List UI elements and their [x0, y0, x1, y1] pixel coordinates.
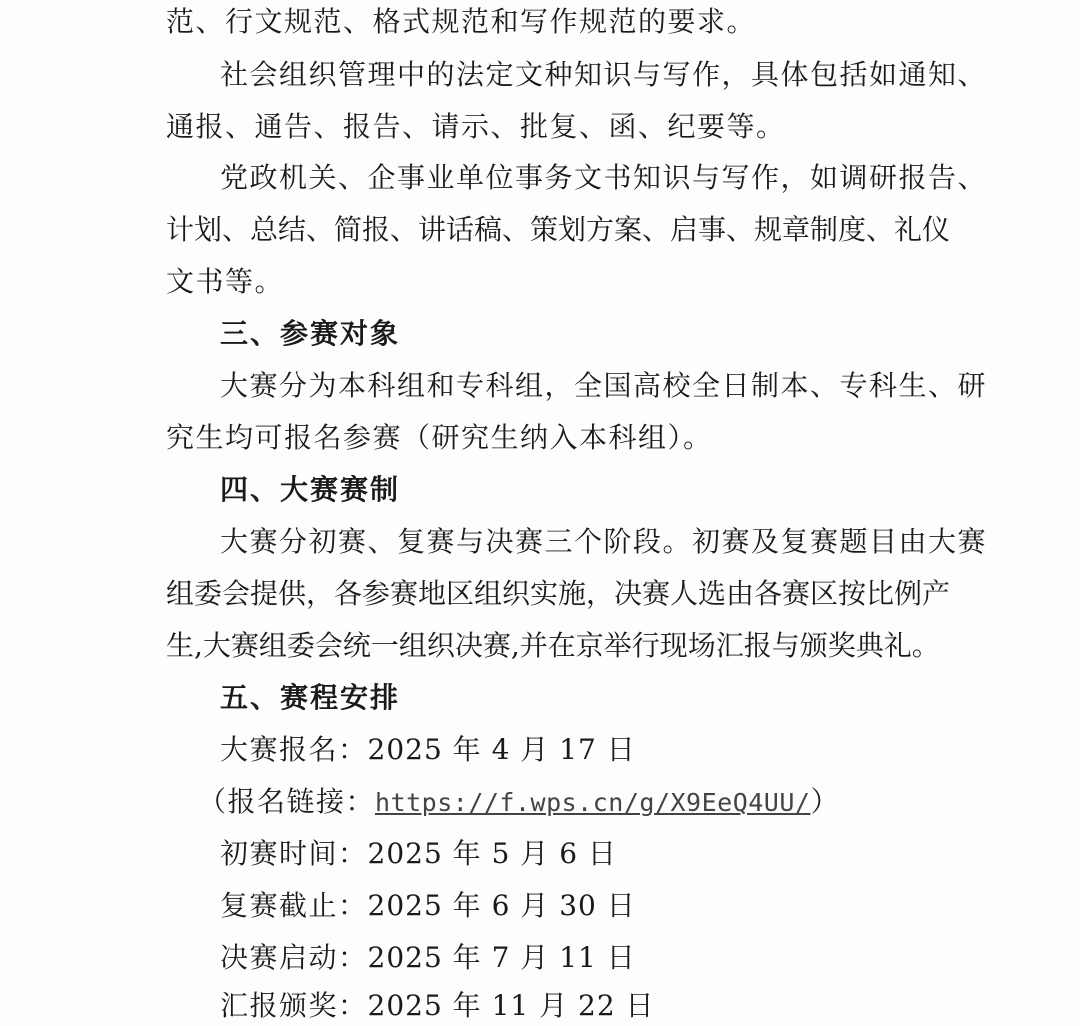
section-heading: 五、赛程安排 [220, 681, 401, 714]
schedule-date: 2025 年 6 月 30 日 [367, 889, 636, 922]
schedule-label: 初赛时间： [220, 837, 368, 870]
paragraph-line: 社会组织管理中的法定文种知识与写作，具体包括如通知、 [220, 58, 988, 91]
paragraph-line: 组委会提供，各参赛地区组织实施，决赛人选由各赛区按比例产 [166, 577, 951, 610]
link-prefix: （报名链接： [198, 785, 376, 818]
schedule-item-registration [220, 730, 636, 770]
schedule-date: 2025 年 7 月 11 日 [367, 941, 636, 974]
section-heading: 三、参赛对象 [220, 317, 401, 350]
paragraph-line: 生,大赛组委会统一组织决赛,并在京举行现场汇报与颁奖典礼。 [166, 629, 940, 662]
link-suffix: ） [810, 785, 840, 818]
schedule-item-semifinal [220, 886, 636, 926]
schedule-label: 决赛启动： [220, 941, 368, 974]
paragraph-line: 通报、通告、报告、请示、批复、函、纪要等。 [166, 110, 786, 143]
schedule-date: 2025 年 11 月 22 日 [367, 989, 655, 1022]
paragraph-line: 究生均可报名参赛（研究生纳入本科组）。 [166, 421, 713, 454]
paragraph-line: 计划、总结、简报、讲话稿、策划方案、启事、规章制度、礼仪 [166, 213, 951, 246]
schedule-label: 汇报颁奖： [220, 989, 368, 1022]
paragraph-line: 大赛分初赛、复赛与决赛三个阶段。初赛及复赛题目由大赛 [220, 525, 988, 558]
section-heading: 四、大赛赛制 [220, 473, 401, 506]
schedule-label: 复赛截止： [220, 889, 368, 922]
paragraph-line: 党政机关、企事业单位事务文书知识与写作，如调研报告、 [220, 161, 988, 194]
schedule-item-award [220, 986, 655, 1026]
paragraph-line: 文书等。 [166, 265, 285, 298]
registration-link[interactable]: https://f.wps.cn/g/X9EeQ4UU/ [375, 788, 811, 817]
schedule-label: 大赛报名： [220, 733, 368, 766]
registration-link-line [198, 782, 840, 823]
schedule-date: 2025 年 5 月 6 日 [367, 837, 617, 870]
schedule-item-prelim [220, 834, 617, 874]
paragraph-line: 范、行文规范、格式规范和写作规范的要求。 [166, 5, 757, 38]
paragraph-line: 大赛分为本科组和专科组，全国高校全日制本、专科生、研 [220, 369, 988, 402]
schedule-date: 2025 年 4 月 17 日 [367, 733, 636, 766]
schedule-item-final [220, 938, 636, 978]
